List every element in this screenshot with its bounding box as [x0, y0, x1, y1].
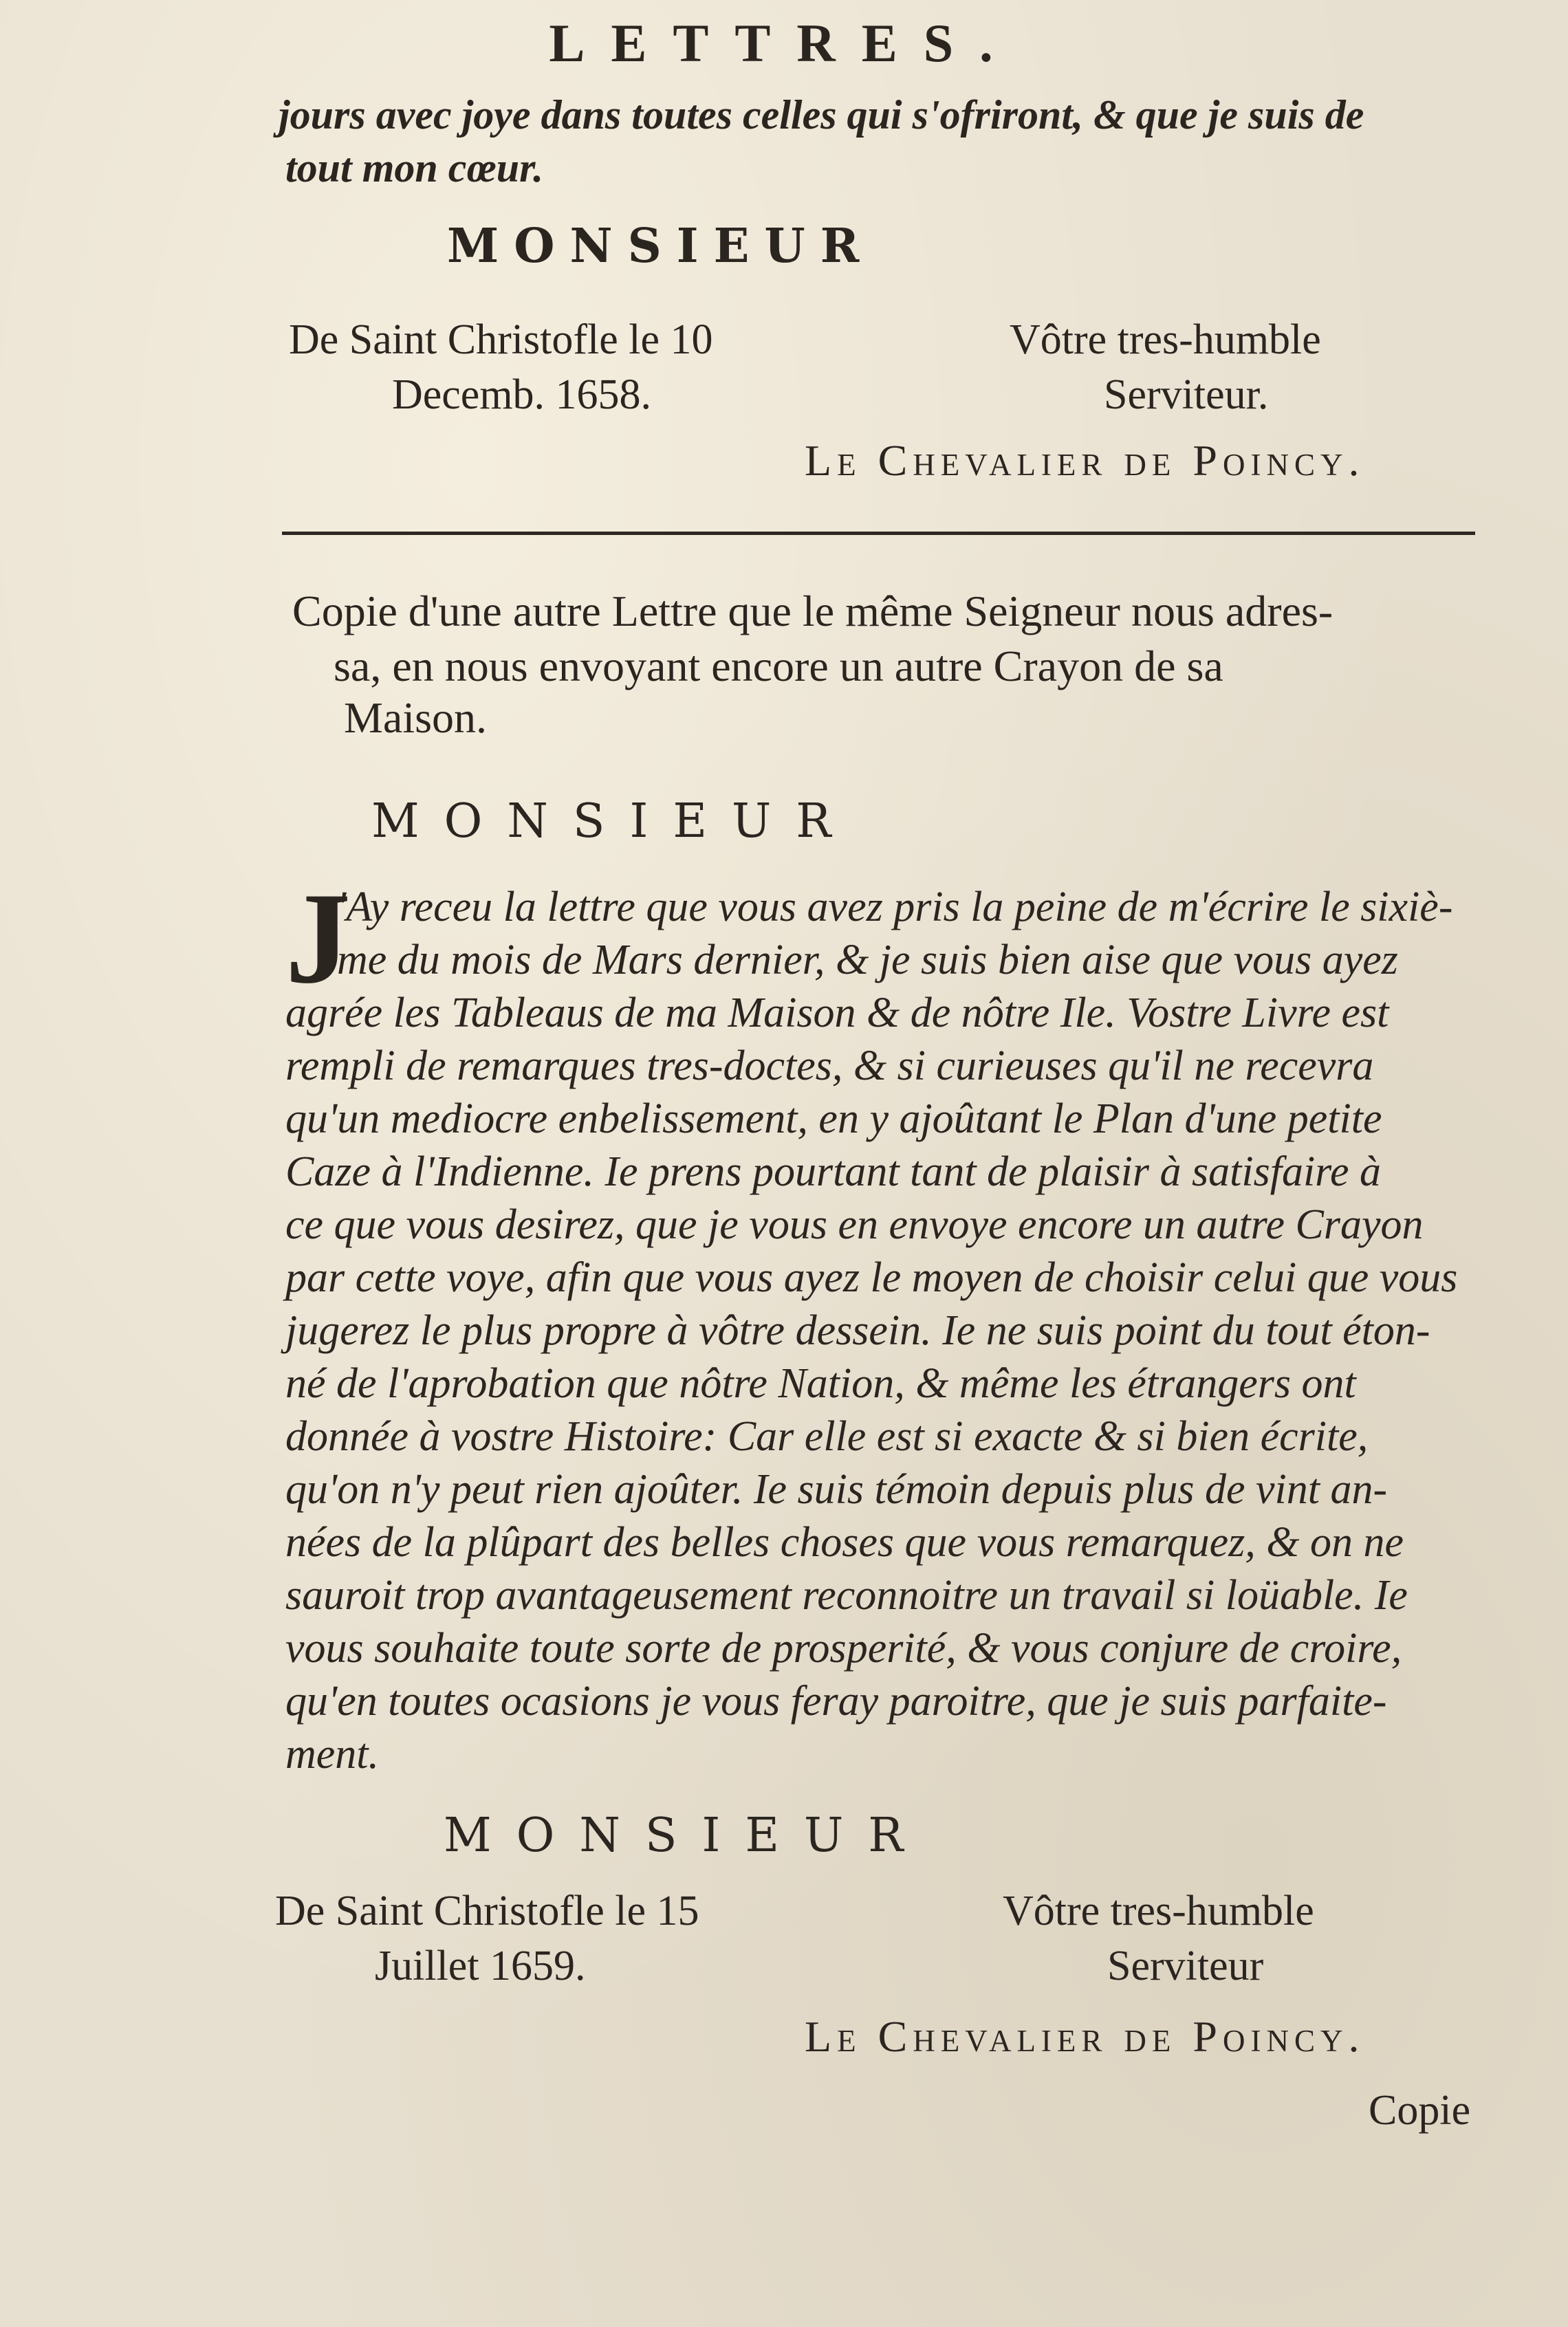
letter1-signoff-1: Vôtre tres-humble: [1010, 316, 1321, 363]
heading2-line-3: Maison.: [344, 693, 487, 742]
section-divider: [282, 532, 1475, 535]
heading2-line-1: Copie d'une autre Lettre que le même Seigneur nous adres-: [292, 587, 1333, 635]
body-line: agrée les Tableaus de ma Maison & de nôtre Ile. Vostre Livre est: [285, 990, 1389, 1036]
drop-cap: J: [285, 866, 351, 1011]
heading2-line-2: sa, en nous envoyant encore un autre Crayon de sa: [334, 642, 1223, 690]
running-title: LETTRES.: [549, 13, 1019, 73]
body-line: nées de la plûpart des belles choses que vous remarquez, & on ne: [285, 1519, 1404, 1566]
body-line: ment.: [285, 1731, 380, 1778]
letter1-closing-line-1: jours avec joye dans toutes celles qui s'ofriront, & que je suis de: [279, 92, 1364, 138]
letter1-closing-line-2: tout mon cœur.: [285, 145, 544, 190]
body-line: qu'un mediocre enbelissement, en y ajoûtant le Plan d'une petite: [285, 1095, 1382, 1142]
body-line: sauroit trop avantageusement reconnoitre un travail si loüable. Ie: [285, 1572, 1408, 1619]
body-line: qu'en toutes ocasions je vous feray paroitre, que je suis parfaite-: [285, 1678, 1387, 1725]
letter2-signature: Le Chevalier de Poincy.: [805, 2012, 1365, 2061]
letter1-salutation: MONSIEUR: [447, 219, 875, 274]
letter1-signoff-2: Serviteur.: [1104, 371, 1269, 418]
body-line: Caze à l'Indienne. Ie prens pourtant tant de plaisir à satisfaire à: [285, 1148, 1382, 1195]
body-line: par cette voye, afin que vous ayez le moyen de choisir celui que vous: [285, 1254, 1458, 1301]
letter1-signature: Le Chevalier de Poincy.: [805, 436, 1365, 485]
letter1-place-date-2: Decemb. 1658.: [392, 371, 652, 418]
letter2-salutation: MONSIEUR: [371, 794, 856, 849]
body-line: vous souhaite toute sorte de prosperité, & vous conjure de croire,: [285, 1625, 1402, 1672]
body-line: qu'on n'y peut rien ajoûter. Ie suis témoin depuis plus de vint an-: [285, 1466, 1388, 1513]
letter2-signoff-1: Vôtre tres-humble: [1003, 1888, 1314, 1934]
letter2-place-date-1: De Saint Christofle le 15: [275, 1888, 699, 1934]
body-line: donnée à vostre Histoire: Car elle est si exacte & si bien écrite,: [285, 1413, 1369, 1460]
catchword: Copie: [1369, 2087, 1471, 2134]
letter2-place-date-2: Juillet 1659.: [375, 1943, 586, 1989]
body-line: né de l'aprobation que nôtre Nation, & même les étrangers ont: [285, 1360, 1356, 1407]
body-line: jugerez le plus propre à vôtre dessein. Ie ne suis point du tout éton-: [285, 1307, 1430, 1354]
body-line: rempli de remarques tres-doctes, & si curieuses qu'il ne recevra: [285, 1042, 1374, 1089]
letter1-place-date-1: De Saint Christofle le 10: [289, 316, 713, 363]
body-line: me du mois de Mars dernier, & je suis bien aise que vous ayez: [337, 937, 1398, 983]
letter2-closing-salutation: MONSIEUR: [444, 1809, 928, 1863]
body-line: ce que vous desirez, que je vous en envoye encore un autre Crayon: [285, 1201, 1424, 1248]
letter2-signoff-2: Serviteur: [1107, 1943, 1264, 1989]
body-line: 'Ay receu la lettre que vous avez pris la peine de m'écrire le sixiè-: [337, 884, 1453, 930]
